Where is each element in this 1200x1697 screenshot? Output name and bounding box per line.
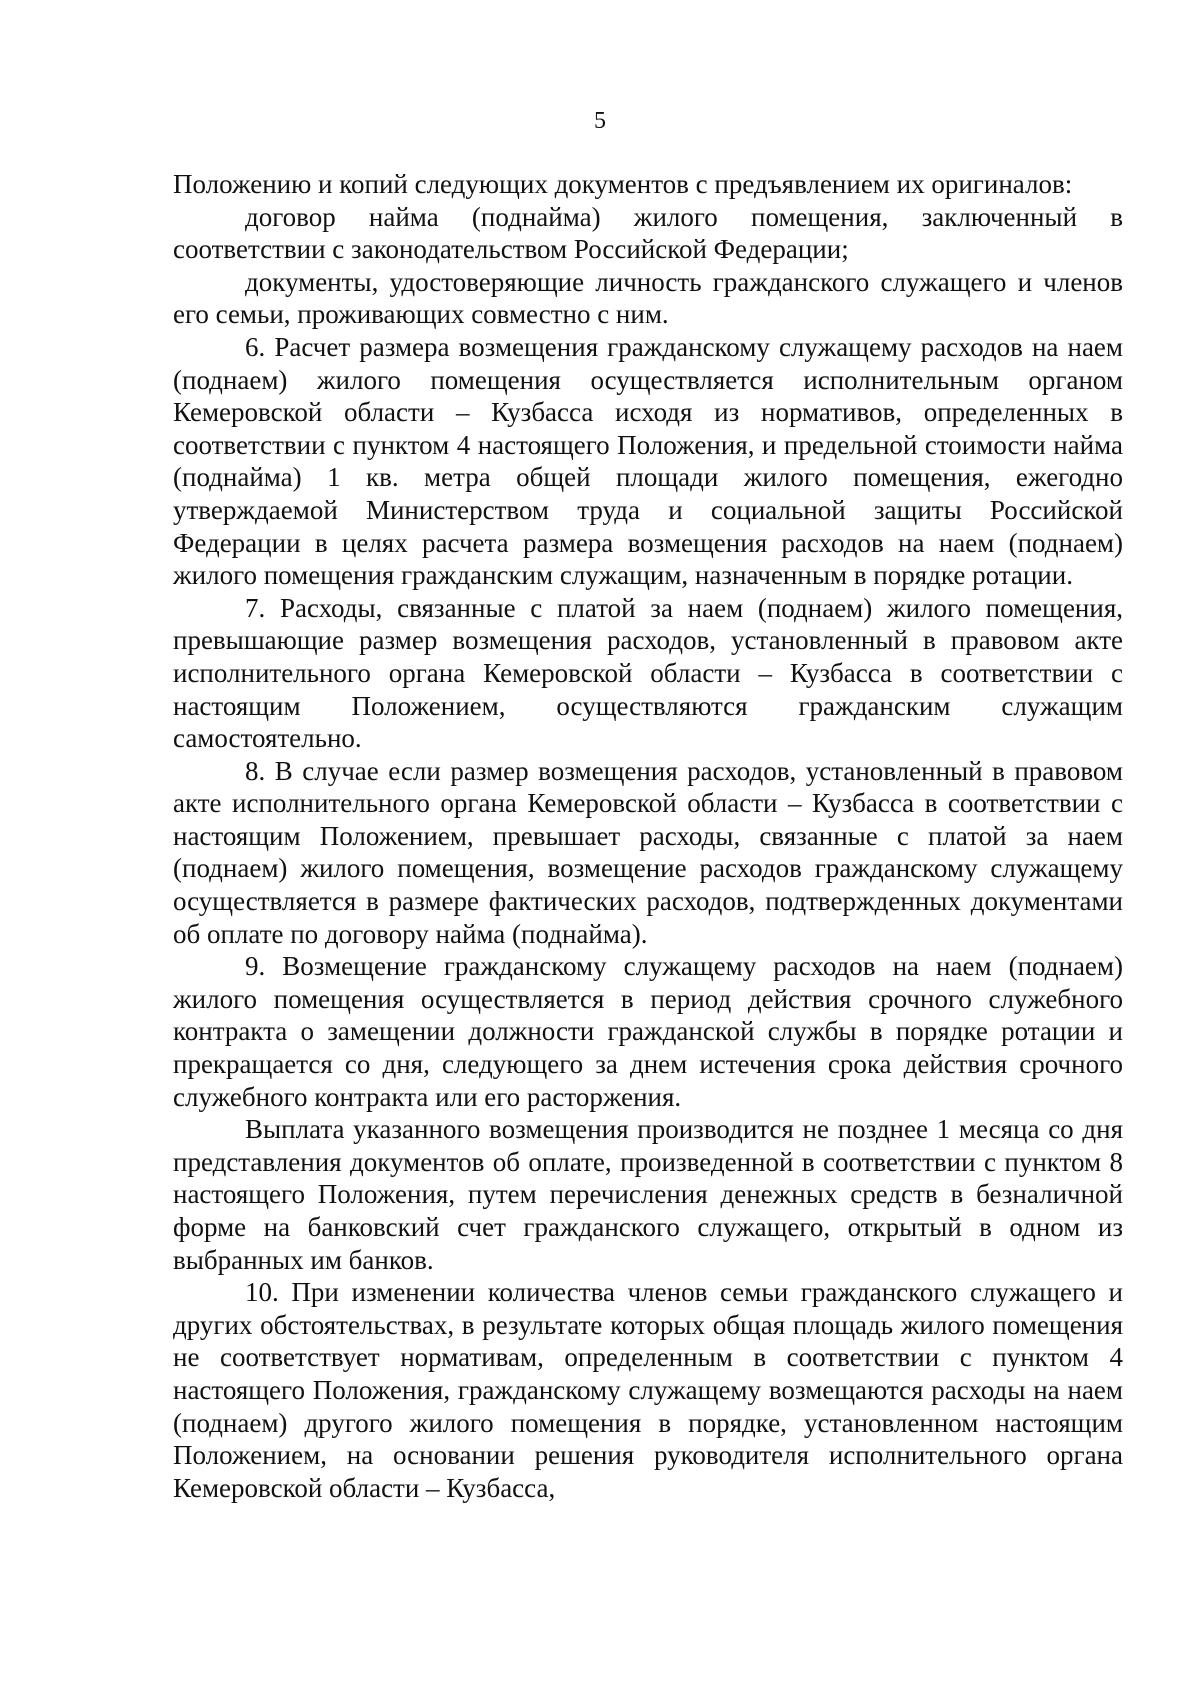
paragraph-identity-documents-item: документы, удостоверяющие личность гражданского служащего и членов его семьи, проживающих совместно с ним. bbox=[173, 266, 1123, 330]
paragraph-clause-9: 9. Возмещение гражданскому служащему расходов на наем (поднаем) жилого помещения осуществляется в период действия срочного служебного контракта о замещении должности гражданской службы в порядке ротации и прекращается со дня, следующего за днем истечения срока действия срочного служебного контракта или его расторжения. bbox=[173, 951, 1123, 1112]
paragraph-clause-8: 8. В случае если размер возмещения расходов, установленный в правовом акте исполнительного органа Кемеровской области – Кузбасса в соответствии с настоящим Положением, превышает расходы, связанные с платой за наем (поднаем) жилого помещения, возмещение расходов гражданскому служащему осуществляется в размере фактических расходов, подтвержденных документами об оплате по договору найма (поднайма). bbox=[173, 755, 1123, 949]
document-body bbox=[173, 168, 1123, 1504]
paragraph-clause-6: 6. Расчет размера возмещения гражданскому служащему расходов на наем (поднаем) жилого помещения осуществляется исполнительным органом Кемеровской области – Кузбасса исходя из нормативов, определенных в соответствии с пунктом 4 настоящего Положения, и предельной стоимости найма (поднайма) 1 кв. метра общей площади жилого помещения, ежегодно утверждаемой Министерством труда и социальной защиты Российской Федерации в целях расчета размера возмещения расходов на наем (поднаем) жилого помещения гражданским служащим, назначенным в порядке ротации. bbox=[173, 331, 1123, 591]
paragraph-continuation: Положению и копий следующих документов с предъявлением их оригиналов: bbox=[173, 169, 1073, 199]
paragraph-clause-7: 7. Расходы, связанные с платой за наем (поднаем) жилого помещения, превышающие размер возмещения расходов, установленный в правовом акте исполнительного органа Кемеровской области – Кузбасса в соответствии с настоящим Положением, осуществляются гражданским служащим самостоятельно. bbox=[173, 592, 1123, 754]
page-number: 5 bbox=[594, 108, 606, 134]
paragraph-lease-contract-item: договор найма (поднайма) жилого помещения, заключенный в соответствии с законодательством Российской Федерации; bbox=[173, 201, 1123, 265]
paragraph-clause-10: 10. При изменении количества членов семьи гражданского служащего и других обстоятельствах, в результате которых общая площадь жилого помещения не соответствует нормативам, определенным в соответствии с пунктом 4 настоящего Положения, гражданскому служащему возмещаются расходы на наем (поднаем) другого жилого помещения в порядке, установленном настоящим Положением, на основании решения руководителя исполнительного органа Кемеровской области – Кузбасса, bbox=[173, 1277, 1123, 1503]
paragraph-payment-terms: Выплата указанного возмещения производится не позднее 1 месяца со дня представления документов об оплате, произведенной в соответствии с пунктом 8 настоящего Положения, путем перечисления денежных средств в безналичной форме на банковский счет гражданского служащего, открытый в одном из выбранных им банков. bbox=[173, 1114, 1123, 1275]
